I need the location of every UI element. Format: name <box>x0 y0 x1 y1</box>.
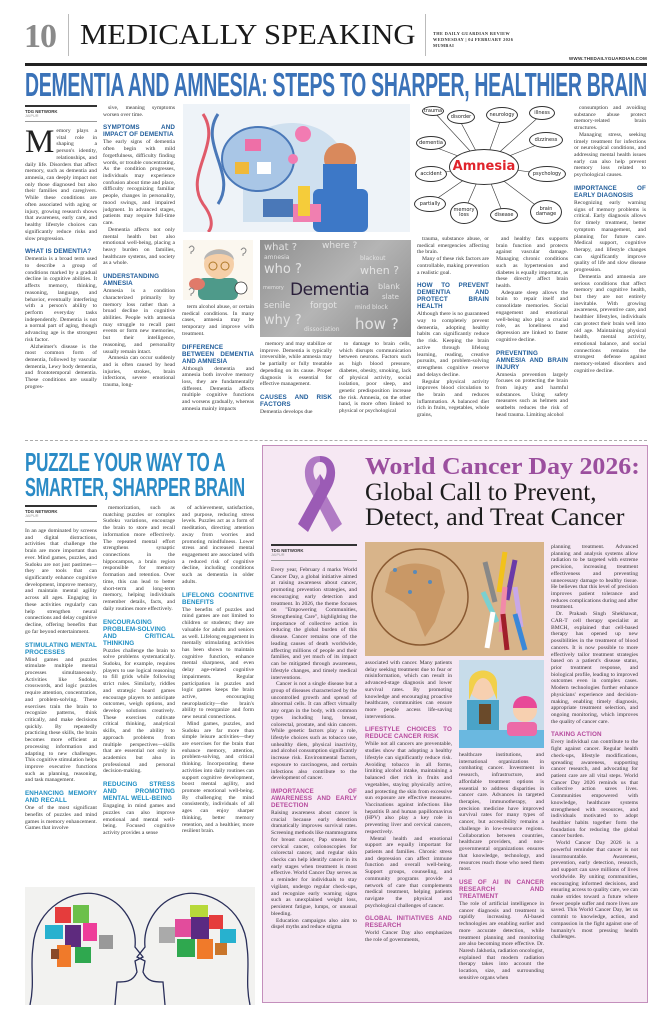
body-paragraph: consumption and avoiding substance abuse protect memory-related brain structures. <box>574 105 646 132</box>
section-heading: IMPORTANCE OF EARLY DIAGNOSIS <box>574 184 646 199</box>
column-body <box>339 341 411 415</box>
body-paragraph: World Cancer Day 2026 is a powerful reminder that cancer is not insurmountable. Awareness, prevention, early detection, research, and support can save millions of lives worldwide. By uniting communities, encouraging informed decisions, and ensuring access to quality care, we can make strides toward a future where fewer people suffer and more lives are saved. This World Cancer Day, let us commit to knowledge, action, and compassion in the fight against one of humanity's most pressing health challenges. <box>551 840 638 941</box>
cloud-word: who ? <box>264 262 302 277</box>
section-heading: UNDERSTANDING AMNESIA <box>103 273 160 288</box>
dementia-column-1 <box>25 105 97 427</box>
body-paragraph: Cancer is not a single disease but a group of diseases characterized by the uncontrolled growth and spread of abnormal cells. It can affect virtually any organ in the body, with common types including lung, breast, colorectal, prostate, and skin cancers. While genetic factors play a role, lifestyle choices such as tobacco use, unhealthy diets, physical inactivity, and alcohol consumption significantly increase risk. Environmental factors, exposure to carcinogens, and certain infections also contribute to the development of cancer. <box>271 681 357 782</box>
column-body <box>551 544 638 941</box>
cloud-word: memory <box>263 285 284 291</box>
cancer-column-4 <box>551 544 638 1002</box>
publication-info <box>433 31 513 49</box>
body-paragraph: Dementia is a broad term used to describe a group of conditions marked by a gradual decline in cognitive abilities. It affects memory, thinking, reasoning, language, and behavior, eventually interfering with a person's ability to perform everyday tasks independently. Dementia is not a normal part of aging, though advancing age is the strongest risk factor. <box>25 256 97 343</box>
section-heading: STIMULATING MENTAL PROCESSES <box>25 641 97 656</box>
cancer-column-3 <box>459 752 544 1002</box>
body-paragraph: Dr. Prakash Singh Shekhawat, CAR-T cell therapy specialist at BMCH, explained that cell-based therapy has opened up new possibilities in the treatment of blood cancers. It is now possible to more effectively tailor treatment strategies based on a patient's disease status, prior treatment response, and biological profile, leading to improved outcomes even in complex cases. Modern technologies further enhance physicians' experience and decision-making, enabling timely diagnosis, appropriate treatment selection, and ongoing monitoring, which improves the quality of cancer care. <box>551 611 638 725</box>
body-paragraph: The early signs of dementia often begin with mild forgetfulness, difficulty finding words, or trouble concentrating. As the condition progresses, individuals may experience confusion about time and place, difficulty recognizing familiar people, changes in personality, mood swings, and impaired judgment. In advanced stages, patients may require full-time care. <box>103 139 175 227</box>
body-paragraph: Adequate sleep allows the brain to repair itself and consolidate memories. Social engagement and emotional well-being also play a crucial role, as loneliness and depression are linked to faster cognitive decline. <box>496 289 568 343</box>
mind-map-center: Amnesia <box>449 149 519 185</box>
mind-map-bubble: illness <box>529 106 555 120</box>
section-heading: GLOBAL INITIATIVES AND RESEARCH <box>365 915 452 930</box>
byline-network: TDG NETWORK <box>271 548 304 553</box>
cloud-word: mind block <box>355 304 388 311</box>
body-paragraph: World Cancer Day also emphasizes the role of governments, <box>365 930 452 944</box>
body-paragraph: Puzzles challenge the brain to solve problems systematically. Sudoku, for example, requires players to use logical reasoning to fill grids while following strict rules. Similarly, riddles and strategic board games encourage players to anticipate outcomes, weigh options, and develop solutions creatively. These exercises cultivate critical thinking, analytical skills, and the ability to approach problems from multiple perspectives—skills that are essential not only in academics but also in professional and personal decision-making. <box>103 647 175 775</box>
publication-name: THE DAILY GUARDIAN REVIEW <box>433 31 511 36</box>
column-body <box>417 236 489 419</box>
cloud-word: amnesia <box>264 254 290 261</box>
body-paragraph: The benefits of puzzles and mind games are not limited to children or students; they are valuable for adults and seniors as well. Lifelong engagement in mentally stimulating activities has been shown to maintain cognitive function, enhance mental sharpness, and even delay age-related cognitive impairments. Regular participation in puzzles and logic games keeps the brain active, encouraging neuroplasticity—the brain's ability to reorganize and form new neural connections. <box>182 606 254 721</box>
body-paragraph: Mental health and emotional support are equally important for patients and families. Chronic stress and depression can affect immune function and overall well-being. Support groups, counseling, and community programs provide a network of care that complements medical treatment, helping patients navigate the physical and psychological challenges of cancer. <box>365 835 452 909</box>
body-paragraph: to damage to brain cells, which disrupts communication between neurons. Factors such as high blood pressure, diabetes, obesity, smoking, lack of physical activity, social isolation, poor sleep, and genetic predisposition increase the risk. Amnesia, on the other hand, is more often linked to physical or psychological <box>339 341 411 415</box>
dementia-column-5 <box>339 341 411 427</box>
section-heading: WHAT IS DEMENTIA? <box>25 248 92 256</box>
body-paragraph: Although there is no guaranteed way to completely prevent dementia, adopting healthy habits can significantly reduce the risk. Keeping the brain active through lifelong learning, reading, creative pursuits, and problem-solving strengthens cognitive reserve and delays decline. <box>417 311 489 378</box>
section-heading: CAUSES AND RISK FACTORS <box>260 394 332 409</box>
section-separator <box>25 440 647 441</box>
body-paragraph: healthcare institutions, and international organizations in combating cancer. Investment in research, infrastructure, and affordable treatment options is essential to address disparities in cancer care. Advances in targeted therapies, immunotherapy, and precision medicine have improved survival rates for many types of cancer, but accessibility remains a challenge in low-resource regions. Collaboration between countries, healthcare providers, and non-governmental organizations ensures that knowledge, technology, and resources reach those who need them most. <box>459 752 544 873</box>
cancer-title-line-3: Detect, and Treat Cancer <box>365 504 625 531</box>
mind-map-bubble: accident <box>415 166 447 182</box>
cloud-word: slate <box>382 293 399 301</box>
byline <box>25 105 97 122</box>
world-map-ribbons-photo <box>365 542 544 656</box>
body-paragraph: One of the most significant benefits of puzzles and mind games is memory enhancement. Games that involve <box>25 805 97 832</box>
body-paragraph: memorization, such as matching puzzles or complex Sudoku variations, encourage the brain to store and recall information more effectively. The repeated mental effort strengthens synaptic connections in the hippocampus, a brain region responsible for memory formation and retention. Over time, this can lead to better short-term and long-term memory, helping individuals remember details, facts, and daily routines more effectively. <box>103 505 175 612</box>
mind-map-bubble: dementia <box>416 136 446 150</box>
cloud-word: why ? <box>264 313 302 328</box>
section-heading: LIFELONG COGNITIVE BENEFITS <box>182 591 254 606</box>
cloud-word: blank <box>378 282 400 291</box>
column-body <box>574 105 646 375</box>
body-paragraph: associated with cancer. Many patients delay seeking treatment due to fear or misinformation, which can result in advanced-stage diagnosis and lower survival rates. By promoting knowledge and encouraging proactive healthcare, communities can ensure more people access life-saving interventions. <box>365 660 452 720</box>
dementia-column-3 <box>182 304 254 427</box>
publication-date: WEDNESDAY | 04 FEBRUARY 2026 <box>433 37 514 42</box>
cloud-word: blackout <box>360 255 386 262</box>
dementia-column-6 <box>417 236 489 427</box>
puzzle-brain-heads-image <box>25 887 255 1005</box>
body-paragraph: Mind games and puzzles stimulate multiple mental processes simultaneously. Activities like Sudoku, crosswords, and logic puzzles require attention, concentration, and problem-solving. These exercises train the brain to recognize patterns, think critically, and make decisions quickly. By repeatedly practicing these skills, the brain becomes more efficient at processing information and adapting to new challenges. This cognitive stimulation helps improve executive functions such as planning, reasoning, and task management. <box>25 656 97 784</box>
body-paragraph: While not all cancers are preventable, studies show that adopting a healthy lifestyle can significantly reduce risk. Avoiding tobacco in all forms, limiting alcohol intake, maintaining a balanced diet rich in fruits and vegetables, staying physically active, and protecting the skin from excessive sun exposure are effective measures. Vaccinations against infections like hepatitis B and human papillomavirus (HPV) also play a key role in preventing liver and cervical cancers, respectively. <box>365 741 452 835</box>
body-paragraph: Education campaigns also aim to dispel myths and reduce stigma <box>271 917 357 931</box>
byline-city: JAIPUR <box>25 514 39 518</box>
column-body <box>25 124 97 391</box>
body-paragraph: In an age dominated by screens and digital distractions, activities that challenge the brain are more important than ever. Mind games, puzzles, and Sudoku are not just pastimes—they are tools that can significantly enhance cognitive development, improve memory, and maintain mental agility across all ages. Engaging in these activities regularly can help strengthen neural connections and delay cognitive decline, offering benefits that go far beyond entertainment. <box>25 528 97 635</box>
body-paragraph: Regular physical activity improves blood circulation to the brain and reduces inflammation. A balanced diet rich in fruits, vegetables, whole grains, <box>417 378 489 419</box>
cancer-column-1 <box>271 544 357 1002</box>
body-paragraph: Managing stress, seeking timely treatment for infections or neurological conditions, and addressing mental health issues early can also help prevent memory loss related to psychological causes. <box>574 131 646 179</box>
puzzle-column-3 <box>182 505 254 885</box>
mind-map-bubble: brain damage <box>530 200 562 224</box>
website-url[interactable]: WWW.THEDAILYGUARDIAN.COM <box>568 56 647 61</box>
mind-map-bubble: neurology <box>486 107 518 123</box>
confused-elderly-man-illustration <box>183 240 253 300</box>
drop-cap: M <box>25 124 55 160</box>
mind-map-bubble: disease <box>490 208 518 222</box>
mind-map-bubble: memory loss <box>450 202 478 224</box>
mind-map-bubble: trauma <box>422 106 444 116</box>
dementia-headline: DEMENTIA AND AMNESIA: STEPS TO SHARPER, HEALTHIER BRAIN <box>25 66 647 103</box>
cloud-word: dissociation <box>304 326 340 333</box>
cloud-word: forgot <box>310 301 337 311</box>
body-paragraph: The role of artificial intelligence in cancer diagnosis and treatment is rapidly increasing. AI-based technologies are enabling earlier and more accurate detection, while treatment planning and monitoring are also becoming more effective. Dr. Naresh Jakhotia, radiation oncologist, explained that modern radiation therapy takes into account the location, size, and surrounding sensitive organs when <box>459 900 544 981</box>
section-title: MEDICALLY SPEAKING <box>80 20 416 51</box>
body-paragraph: Alzheimer's disease is the most common form of dementia, followed by vascular dementia, Lewy body dementia, and frontotemporal dementia. These conditions are usually progres- <box>25 343 97 390</box>
section-heading: LIFESTYLE CHOICES TO REDUCE CANCER RISK <box>365 726 452 741</box>
column-body <box>182 304 254 413</box>
body-paragraph: Amnesia can occur suddenly and is often caused by head injuries, strokes, brain infections, severe emotional trauma, long- <box>103 355 175 389</box>
body-paragraph: Every year, February 4 marks World Cancer Day, a global initiative aimed at raising awareness about cancer, promoting prevention strategies, and encouraging early detection and treatment. In 2026, the theme focuses on "Empowering Communities, Strengthening Care", highlighting the importance of collective action in reducing the global burden of this disease. Cancer remains one of the leading causes of death worldwide, affecting millions of people and their families, and yet much of its impact can be mitigated through awareness, lifestyle changes, and timely medical interventions. <box>271 567 357 681</box>
body-paragraph: of achievement, satisfaction, and purpose, reducing stress levels. Puzzles act as a form of meditation, directing attention away from worries and promoting mindfulness. Lower stress and increased mental engagement are associated with a reduced risk of cognitive decline, including conditions such as dementia in older adults. <box>182 505 254 585</box>
body-paragraph: Amnesia is a condition characterized primarily by memory loss rather than a broad decline in cognitive abilities. People with amnesia may struggle to recall past events or form new memories, but their intelligence, reasoning, and personality usually remain intact. <box>103 288 175 355</box>
body-paragraph: and healthy fats supports brain function and protects against vascular damage. Managing chronic conditions such as hypertension and diabetes is equally important, as these directly affect brain health. <box>496 236 568 290</box>
body-paragraph: Although dementia and amnesia both involve memory loss, they are fundamentally different. Dementia affects multiple cognitive functions and worsens gradually, whereas amnesia mainly impacts <box>182 365 254 412</box>
body-paragraph: Amnesia prevention largely focuses on protecting the brain from injury and harmful substances. Using safety measures such as helmets and seatbelts reduces the risk of head trauma. Limiting alcohol <box>496 371 568 418</box>
byline-city: JAIPUR <box>271 553 285 557</box>
column-body <box>271 567 357 931</box>
dementia-column-2 <box>103 105 175 427</box>
cloud-word: how ? <box>355 315 399 333</box>
word-cloud-title: Dementia <box>290 280 370 300</box>
cancer-title-line-2: Global Call to Prevent, <box>365 479 597 506</box>
byline-network: TDG NETWORK <box>25 109 58 114</box>
body-paragraph: Dementia and amnesia are serious conditions that affect memory and cognitive health, but they are not entirely inevitable. With growing awareness, preventive care, and healthier lifestyles, individuals can protect their brain well into old age. Maintaining physical health, mental activity, emotional balance, and social connections remains the strongest defense against memory-related disorders and cognitive decline. <box>574 273 646 374</box>
page-number: 10 <box>24 18 56 55</box>
body-paragraph: memory and may stabilize or improve. Dementia is typically irreversible, while amnesia may be partially or fully treatable depending on its cause. Proper diagnosis is essential for effective management. <box>260 341 332 388</box>
publication-city: MUMBAI <box>433 43 455 48</box>
section-heading: TAKING ACTION <box>551 731 602 739</box>
body-paragraph: emory plays a vital role in shaping a person's identity, relationships, and daily life. Disorders that affect memory, such as dementia and amnesia, can deeply impact not only those diagnosed but also their families and caregivers. While these conditions are often associated with aging or injury, growing research shows that awareness, early care, and healthy lifestyle choices can significantly reduce risks and slow progression. <box>25 128 97 242</box>
dementia-word-cloud <box>260 240 411 337</box>
byline-city: JAIPUR <box>25 114 39 118</box>
dementia-column-7 <box>496 236 568 427</box>
section-heading: HOW TO PREVENT DEMENTIA AND PROTECT BRAIN HEALTH <box>417 282 489 311</box>
puzzle-column-1 <box>25 505 97 885</box>
body-paragraph: Mind games, puzzles, and Sudoku are far more than simple leisure activities—they are exercises for the brain that enhance memory, attention, problem-solving, and critical thinking. Incorporating these activities into daily routines can support cognitive development, boost mental agility, and promote emotional well-being. By challenging the mind consistently, individuals of all ages can enjoy sharper thinking, better memory retention, and a healthier, more resilient brain. <box>182 720 254 835</box>
mind-map-bubble: psychology <box>528 166 566 182</box>
mind-map-bubble: partially <box>414 196 446 212</box>
byline <box>25 505 97 522</box>
cloud-word: senile <box>264 301 291 311</box>
body-paragraph: Many of these risk factors are controllable, making prevention a realistic goal. <box>417 256 489 276</box>
column-body <box>459 752 544 982</box>
dementia-column-4 <box>260 341 332 427</box>
section-heading: PREVENTING AMNESIA AND BRAIN INJURY <box>496 349 568 371</box>
cloud-word: when ? <box>360 264 400 277</box>
column-body <box>260 341 332 416</box>
dementia-column-8 <box>574 105 646 427</box>
body-paragraph: Engaging in mind games and puzzles can also improve emotional and mental well-being. Focused cognitive activity provides a sense <box>103 803 175 837</box>
column-body <box>496 236 568 419</box>
body-paragraph: trauma, substance abuse, or medical emergencies affecting the brain. <box>417 236 489 256</box>
section-heading: ENHANCING MEMORY AND RECALL <box>25 790 97 805</box>
column-body <box>103 105 175 389</box>
cancer-column-2 <box>365 660 452 1002</box>
section-heading: DIFFERENCE BETWEEN DEMENTIA AND AMNESIA <box>182 343 254 365</box>
purple-ribbon-icon <box>290 452 350 540</box>
cloud-word: what ? <box>264 242 298 253</box>
section-heading: IMPORTANCE OF AWARENESS AND EARLY DETECTION <box>271 788 357 809</box>
column-body <box>25 528 97 832</box>
puzzle-column-2 <box>103 505 175 885</box>
byline <box>271 544 357 561</box>
section-heading: REDUCING STRESS AND PROMOTING MENTAL WELL-BEING <box>103 781 175 803</box>
cloud-word: where ? <box>322 241 358 251</box>
puzzle-headline-line-1: PUZZLE YOUR WAY TO A <box>25 447 226 477</box>
column-body <box>365 660 452 944</box>
body-paragraph: Recognizing early warning signs of memory problems is critical. Early diagnosis allows for timely treatment, better symptom management, and planning for future care. Medical support, cognitive therapy, and lifestyle changes can significantly improve quality of life and slow disease progression. <box>574 199 646 274</box>
byline-network: TDG NETWORK <box>25 509 58 514</box>
column-body <box>182 505 254 835</box>
divider <box>425 14 426 56</box>
brain-puzzle-illustration <box>183 104 410 232</box>
section-heading: SYMPTOMS AND IMPACT OF DEMENTIA <box>103 124 175 139</box>
body-paragraph: Dementia affects not only mental health but also emotional well-being, placing a heavy burden on families, healthcare systems, and society as a whole. <box>103 226 175 267</box>
body-paragraph: planning treatment. Advanced planning and analysis systems allow radiation to be targeted with extreme precision, increasing treatment effectiveness and preventing unnecessary damage to healthy tissue. He believes that this level of precision improves patient tolerance and reduces complications during and after treatment. <box>551 544 638 611</box>
body-paragraph: Raising awareness about cancer is crucial because early detection dramatically improves survival rates. Screening methods like mammograms for breast cancer, Pap smears for cervical cancer, colonoscopies for colorectal cancer, and regular skin checks can help identify cancer in its early stages when treatment is most effective. World Cancer Day serves as a reminder for individuals to stay vigilant, undergo regular check-ups, and recognize early warning signs such as unexplained weight loss, persistent fatigue, lumps, or unusual bleeding. <box>271 810 357 917</box>
body-paragraph: term alcohol abuse, or certain medical conditions. In many cases, amnesia may be temporary and improve with treatment. <box>182 304 254 337</box>
section-heading: ENCOURAGING PROBLEM-SOLVING AND CRITICAL THINKING <box>103 618 175 647</box>
puzzle-headline-line-2: SMARTER, SHARPER BRAIN <box>25 472 245 502</box>
cancer-title-line-1: World Cancer Day 2026: <box>365 454 640 480</box>
section-heading: USE OF AI IN CANCER RESEARCH AND TREATMENT <box>459 878 544 900</box>
column-body <box>103 505 175 837</box>
body-paragraph: Every individual can contribute to the fight against cancer. Regular health check-ups, lifestyle modifications, spreading awareness, supporting cancer research, and advocating for patient care are all vital steps. World Cancer Day 2026 reminds us that collective action saves lives. Communities empowered with knowledge, healthcare systems strengthened with resources, and individuals motivated to adopt healthier habits together form the foundation for reducing the global cancer burden. <box>551 739 638 840</box>
mind-map-bubble: dizziness <box>529 132 563 148</box>
body-paragraph: Dementia develops due <box>260 409 313 416</box>
amnesia-mind-map <box>414 104 569 232</box>
mind-map-bubble: disorder <box>447 110 475 124</box>
nurse-and-patient-illustration <box>459 660 544 748</box>
body-paragraph: sive, meaning symptoms worsen over time. <box>103 105 175 118</box>
divider <box>68 14 69 56</box>
